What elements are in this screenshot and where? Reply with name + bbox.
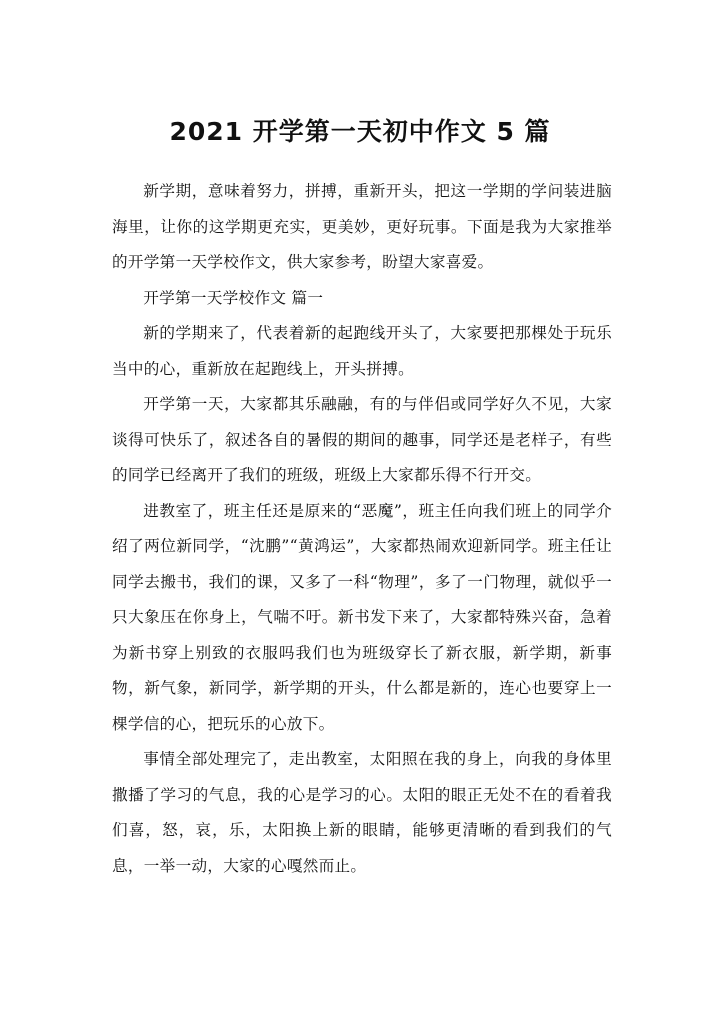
body-paragraph-4: 事情全部处理完了，走出教室，太阳照在我的身上，向我的身体里撒播了学习的气息，我的心是学习的心。太阳的眼正无处不在的看着我们喜，怒，哀，乐，太阳换上新的眼睛，能够更清晰的看到我们的气息，一举一动，大家的心嘎然而止。 [112, 750, 612, 875]
body-paragraph-1: 新的学期来了，代表着新的起跑线开头了，大家要把那棵处于玩乐当中的心，重新放在起跑线上，开头拼搏。 [112, 324, 612, 378]
document-body [112, 174, 612, 884]
body-paragraph-2: 开学第一天，大家都其乐融融，有的与伴侣或同学好久不见，大家谈得可快乐了，叙述各自的暑假的期间的趣事，同学还是老样子，有些的同学已经离开了我们的班级，班级上大家都乐得不行开交。 [112, 395, 612, 484]
body-paragraph-3: 进教室了，班主任还是原来的“恶魔”，班主任向我们班上的同学介绍了两位新同学，“沈鹏”“黄鸿运”，大家都热闹欢迎新同学。班主任让同学去搬书，我们的课，又多了一科“物理”，多了一门物理，就似乎一只大象压在你身上，气喘不吁。新书发下来了，大家都特殊兴奋，急着为新书穿上别致的衣服吗我们也为班级穿长了新衣服，新学期，新事物，新气象，新同学，新学期的开头，什么都是新的，连心也要穿上一棵学信的心，把玩乐的心放下。 [112, 501, 612, 733]
intro-paragraph: 新学期，意味着努力，拼搏，重新开头，把这一学期的学问装进脑海里，让你的这学期更充实，更美妙，更好玩事。下面是我为大家推举的开学第一天学校作文，供大家参考，盼望大家喜爱。 [112, 182, 612, 271]
section-heading: 开学第一天学校作文 篇一 [143, 288, 324, 307]
document-title: 2021 开学第一天初中作文 5 篇 [169, 117, 551, 146]
